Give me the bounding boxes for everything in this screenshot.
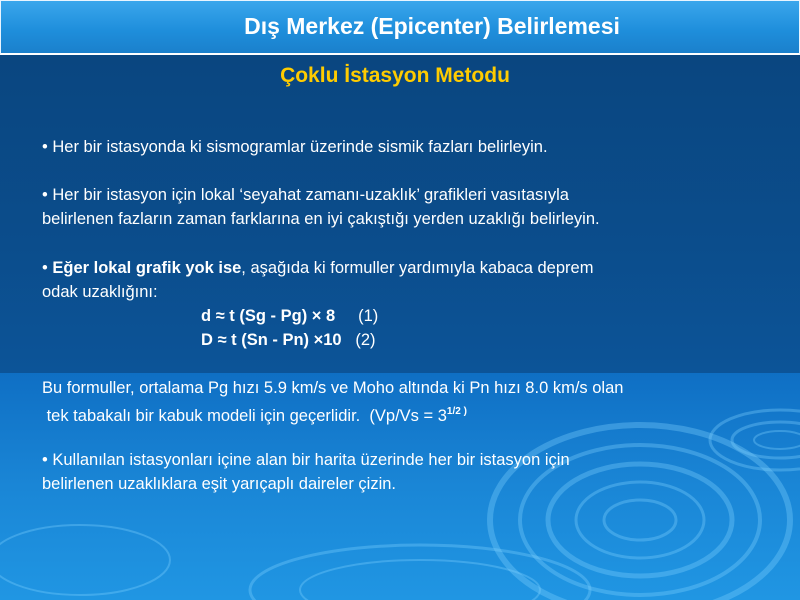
slide-subtitle: Çoklu İstasyon Metodu <box>280 64 510 87</box>
bullet-2-line-1: • Her bir istasyon için lokal ‘seyahat zamanı-uzaklık’ grafikleri vasıtasıyla <box>42 186 569 204</box>
bullet-4-line-1: • Kullanılan istasyonları içine alan bir harita üzerinde her bir istasyon için <box>42 451 570 469</box>
note-line-1: Bu formuller, ortalama Pg hızı 5.9 km/s ve Moho altında ki Pn hızı 8.0 km/s olan <box>42 379 624 397</box>
bullet-1: • Her bir istasyonda ki sismogramlar üzerinde sismik fazları belirleyin. <box>42 138 548 156</box>
bullet-3-line-1 <box>42 256 593 280</box>
note-line-2 <box>42 400 467 428</box>
formula-2-expression: D ≈ t (Sn - Pn) ×10 <box>201 331 342 349</box>
bullet-2-line-2: belirlenen fazların zaman farklarına en iyi çakıştığı yerden uzaklığı belirleyin. <box>42 210 600 228</box>
bullet-3-bold-text: Eğer lokal grafik yok ise <box>52 259 242 277</box>
bullet-4-line-2: belirlenen uzaklıklara eşit yarıçaplı daireler çizin. <box>42 475 396 493</box>
formula-2 <box>201 328 376 352</box>
slide-title: Dış Merkez (Epicenter) Belirlemesi <box>244 13 620 39</box>
note-line-2-text: tek tabakalı bir kabuk modeli için geçerlidir. (Vp/Vs = 3 <box>42 407 447 425</box>
title-bar <box>0 0 800 55</box>
formula-2-ref: (2) <box>355 331 376 349</box>
formula-1-ref: (1) <box>358 307 379 325</box>
formula-1-expression: d ≈ t (Sg - Pg) × 8 <box>201 307 336 325</box>
note-superscript: 1/2 ) <box>446 406 467 417</box>
bullet-3-rest: , aşağıda ki formuller yardımıyla kabaca deprem <box>241 259 594 277</box>
bullet-3-line-2: odak uzaklığını: <box>42 283 158 301</box>
bullet-3-marker: • <box>42 259 53 277</box>
formula-1 <box>201 304 378 328</box>
